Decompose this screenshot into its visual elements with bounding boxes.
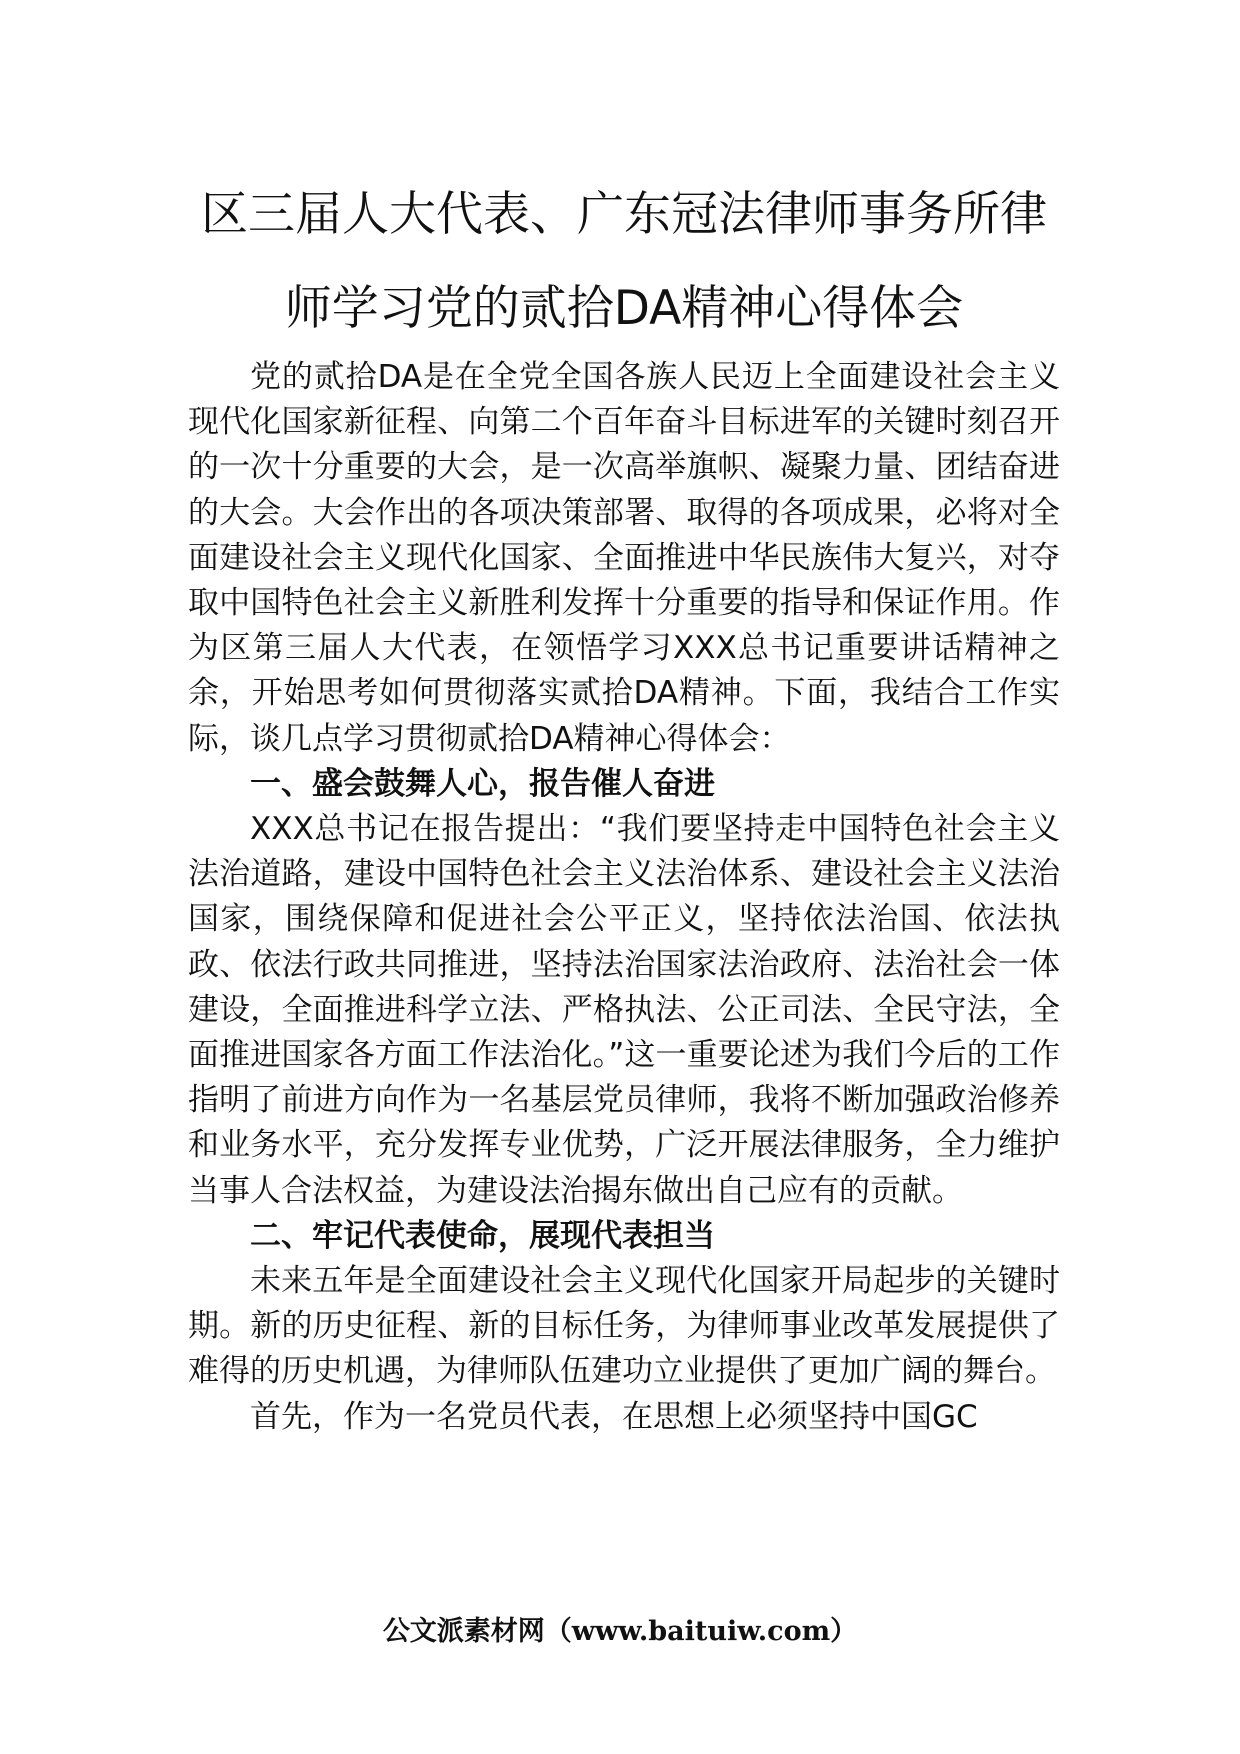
body-paragraph: 首先，作为一名党员代表，在思想上必须坚持中国GC [250, 1398, 978, 1435]
section-heading-2: 二、牢记代表使命，展现代表担当 [250, 1217, 715, 1254]
document-page [188, 180, 1060, 1435]
document-title [188, 168, 1060, 356]
document-title-line-1: 区三届人大代表、广东冠法律师事务所律 [201, 187, 1047, 242]
document-title-line-2: 师学习党的贰拾DA精神心得体会 [284, 281, 964, 336]
page-footer-watermark: 公文派素材网（www.baituiw.com） [382, 1616, 858, 1647]
body-paragraph: 未来五年是全面建设社会主义现代化国家开局起步的关键时期。新的历史征程、新的目标任务，为律师事业改革发展提供了难得的历史机遇，为律师队伍建功立业提供了更加广阔的舞台。 [188, 1263, 1060, 1390]
body-paragraph: 党的贰拾DA是在全党全国各族人民迈上全面建设社会主义现代化国家新征程、向第二个百年奋斗目标进军的关键时刻召开的一次十分重要的大会，是一次高举旗帜、凝聚力量、团结奋进的大会。大会作出的各项决策部署、取得的各项成果，必将对全面建设社会主义现代化国家、全面推进中华民族伟大复兴，对夺取中国特色社会主义新胜利发挥十分重要的指导和保证作用。作为区第三届人大代表，在领悟学习XXX总书记重要讲话精神之余，开始思考如何贯彻落实贰拾DA精神。下面，我结合工作实际，谈几点学习贯彻贰拾DA精神心得体会： [188, 359, 1060, 757]
section-heading-1: 一、盛会鼓舞人心，报告催人奋进 [250, 765, 715, 802]
body-paragraph: XXX总书记在报告提出：“我们要坚持走中国特色社会主义法治道路，建设中国特色社会主义法治体系、建设社会主义法治国家，围绕保障和促进社会公平正义，坚持依法治国、依法执政、依法行政共同推进，坚持法治国家法治政府、法治社会一体建设，全面推进科学立法、严格执法、公正司法、全民守法，全面推进国家各方面工作法治化。”这一重要论述为我们今后的工作指明了前进方向作为一名基层党员律师，我将不断加强政治修养和业务水平，充分发挥专业优势，广泛开展法律服务，全力维护当事人合法权益，为建设法治揭东做出自己应有的贡献。 [188, 811, 1060, 1209]
document-body [188, 355, 1060, 1440]
